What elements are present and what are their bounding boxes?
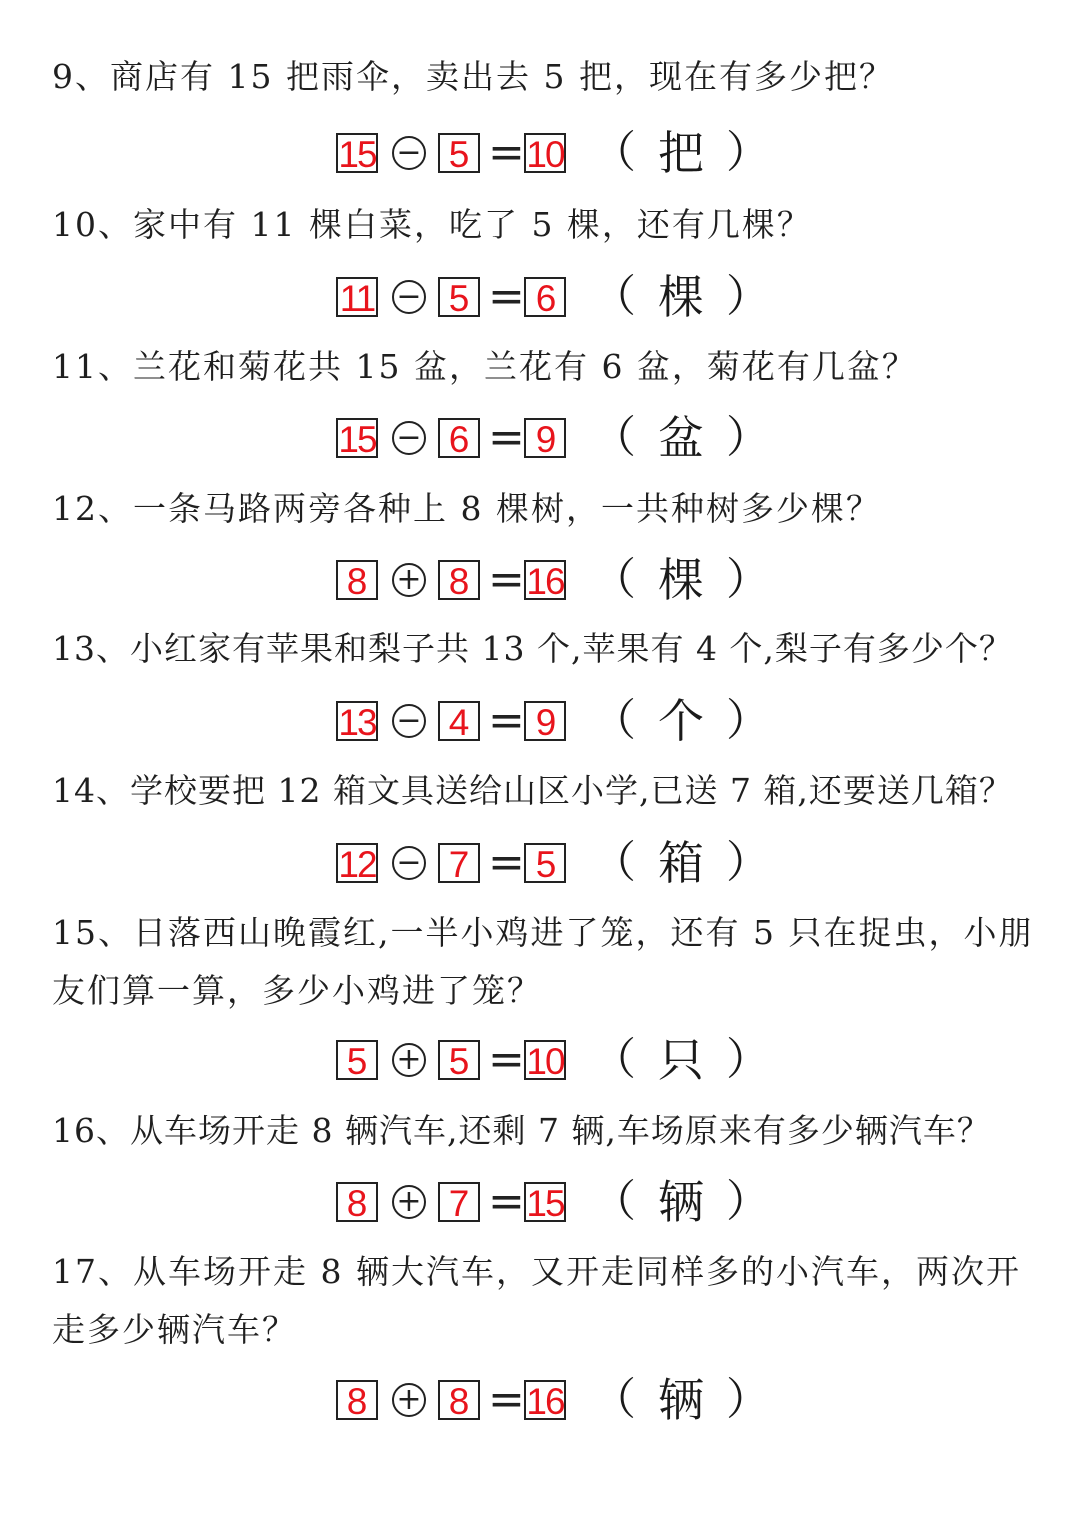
left-paren: （ bbox=[592, 1374, 636, 1425]
equation bbox=[336, 272, 770, 322]
left-paren: （ bbox=[592, 1176, 636, 1227]
unit-text: 棵 bbox=[658, 270, 704, 324]
unit-label bbox=[592, 126, 770, 180]
result-box: 16 bbox=[524, 560, 566, 600]
right-paren: ） bbox=[726, 412, 770, 463]
equals-sign: = bbox=[488, 412, 525, 463]
operand-a-box: 12 bbox=[336, 843, 378, 883]
operand-b-box: 8 bbox=[438, 1380, 480, 1420]
equals-sign: = bbox=[488, 837, 525, 888]
equation bbox=[336, 838, 770, 888]
result-box: 16 bbox=[524, 1380, 566, 1420]
left-paren: （ bbox=[592, 412, 636, 463]
operand-a-box: 8 bbox=[336, 560, 378, 600]
right-paren: ） bbox=[726, 1374, 770, 1425]
left-paren: （ bbox=[592, 695, 636, 746]
unit-label bbox=[592, 1175, 770, 1229]
operand-a-box: 8 bbox=[336, 1182, 378, 1222]
operand-a-box: 5 bbox=[336, 1040, 378, 1080]
right-paren: ） bbox=[726, 271, 770, 322]
operand-a-box: 11 bbox=[336, 277, 378, 317]
right-paren: ） bbox=[726, 554, 770, 605]
right-paren: ） bbox=[726, 1034, 770, 1085]
operator-circle: + bbox=[392, 563, 426, 597]
unit-text: 盆 bbox=[658, 411, 704, 465]
result-box: 6 bbox=[524, 277, 566, 317]
operand-a-box: 15 bbox=[336, 133, 378, 173]
unit-text: 把 bbox=[658, 126, 704, 180]
left-paren: （ bbox=[592, 554, 636, 605]
operand-a-box: 8 bbox=[336, 1380, 378, 1420]
operand-b-box: 5 bbox=[438, 133, 480, 173]
operator-circle: + bbox=[392, 1383, 426, 1417]
right-paren: ） bbox=[726, 127, 770, 178]
result-box: 9 bbox=[524, 418, 566, 458]
unit-label bbox=[592, 1373, 770, 1427]
equals-sign: = bbox=[488, 1374, 525, 1425]
equation bbox=[336, 1035, 770, 1085]
equation bbox=[336, 128, 770, 178]
result-box: 10 bbox=[524, 1040, 566, 1080]
operator-circle: − bbox=[392, 846, 426, 880]
unit-text: 只 bbox=[658, 1033, 704, 1087]
unit-label bbox=[592, 270, 770, 324]
question-text: 14、学校要把 12 箱文具送给山区小学,已送 7 箱,还要送几箱？ bbox=[52, 771, 1013, 810]
operand-a-box: 13 bbox=[336, 701, 378, 741]
operand-b-box: 4 bbox=[438, 701, 480, 741]
unit-text: 个 bbox=[658, 694, 704, 748]
unit-label bbox=[592, 836, 770, 890]
result-box: 9 bbox=[524, 701, 566, 741]
operator-circle: + bbox=[392, 1185, 426, 1219]
equation bbox=[336, 413, 770, 463]
question-text: 10、家中有 11 棵白菜，吃了 5 棵，还有几棵？ bbox=[52, 205, 812, 244]
left-paren: （ bbox=[592, 271, 636, 322]
operator-circle: − bbox=[392, 421, 426, 455]
right-paren: ） bbox=[726, 1176, 770, 1227]
equation bbox=[336, 555, 770, 605]
equals-sign: = bbox=[488, 695, 525, 746]
right-paren: ） bbox=[726, 837, 770, 888]
equation bbox=[336, 1177, 770, 1227]
question-text: 16、从车场开走 8 辆汽车,还剩 7 辆,车场原来有多少辆汽车？ bbox=[52, 1111, 991, 1150]
equals-sign: = bbox=[488, 127, 525, 178]
operand-b-box: 7 bbox=[438, 1182, 480, 1222]
right-paren: ） bbox=[726, 695, 770, 746]
question-text: 17、从车场开走 8 辆大汽车，又开走同样多的小汽车，两次开走多少辆汽车？ bbox=[52, 1252, 1021, 1349]
operand-b-box: 6 bbox=[438, 418, 480, 458]
unit-text: 箱 bbox=[658, 836, 704, 890]
operand-b-box: 8 bbox=[438, 560, 480, 600]
operand-b-box: 5 bbox=[438, 1040, 480, 1080]
unit-text: 棵 bbox=[658, 553, 704, 607]
result-box: 15 bbox=[524, 1182, 566, 1222]
unit-text: 辆 bbox=[658, 1373, 704, 1427]
equals-sign: = bbox=[488, 1034, 525, 1085]
left-paren: （ bbox=[592, 837, 636, 888]
unit-text: 辆 bbox=[658, 1175, 704, 1229]
unit-label bbox=[592, 411, 770, 465]
question-text: 15、日落西山晚霞红,一半小鸡进了笼，还有 5 只在捉虫，小朋友们算一算，多少小鸡进了笼？ bbox=[52, 913, 1034, 1010]
operand-b-box: 5 bbox=[438, 277, 480, 317]
left-paren: （ bbox=[592, 1034, 636, 1085]
question-text: 13、小红家有苹果和梨子共 13 个,苹果有 4 个,梨子有多少个？ bbox=[52, 629, 1013, 668]
equals-sign: = bbox=[488, 554, 525, 605]
unit-label bbox=[592, 694, 770, 748]
unit-label bbox=[592, 1033, 770, 1087]
left-paren: （ bbox=[592, 127, 636, 178]
question-text: 9、商店有 15 把雨伞，卖出去 5 把，现在有多少把？ bbox=[52, 57, 894, 96]
equals-sign: = bbox=[488, 1176, 525, 1227]
operator-circle: − bbox=[392, 136, 426, 170]
equation bbox=[336, 696, 770, 746]
unit-label bbox=[592, 553, 770, 607]
operator-circle: + bbox=[392, 1043, 426, 1077]
question-text: 11、兰花和菊花共 15 盆，兰花有 6 盆，菊花有几盆？ bbox=[52, 347, 917, 386]
operand-b-box: 7 bbox=[438, 843, 480, 883]
result-box: 5 bbox=[524, 843, 566, 883]
operator-circle: − bbox=[392, 704, 426, 738]
operand-a-box: 15 bbox=[336, 418, 378, 458]
question-text: 12、一条马路两旁各种上 8 棵树，一共种树多少棵？ bbox=[52, 489, 881, 528]
equals-sign: = bbox=[488, 271, 525, 322]
result-box: 10 bbox=[524, 133, 566, 173]
equation bbox=[336, 1375, 770, 1425]
operator-circle: − bbox=[392, 280, 426, 314]
